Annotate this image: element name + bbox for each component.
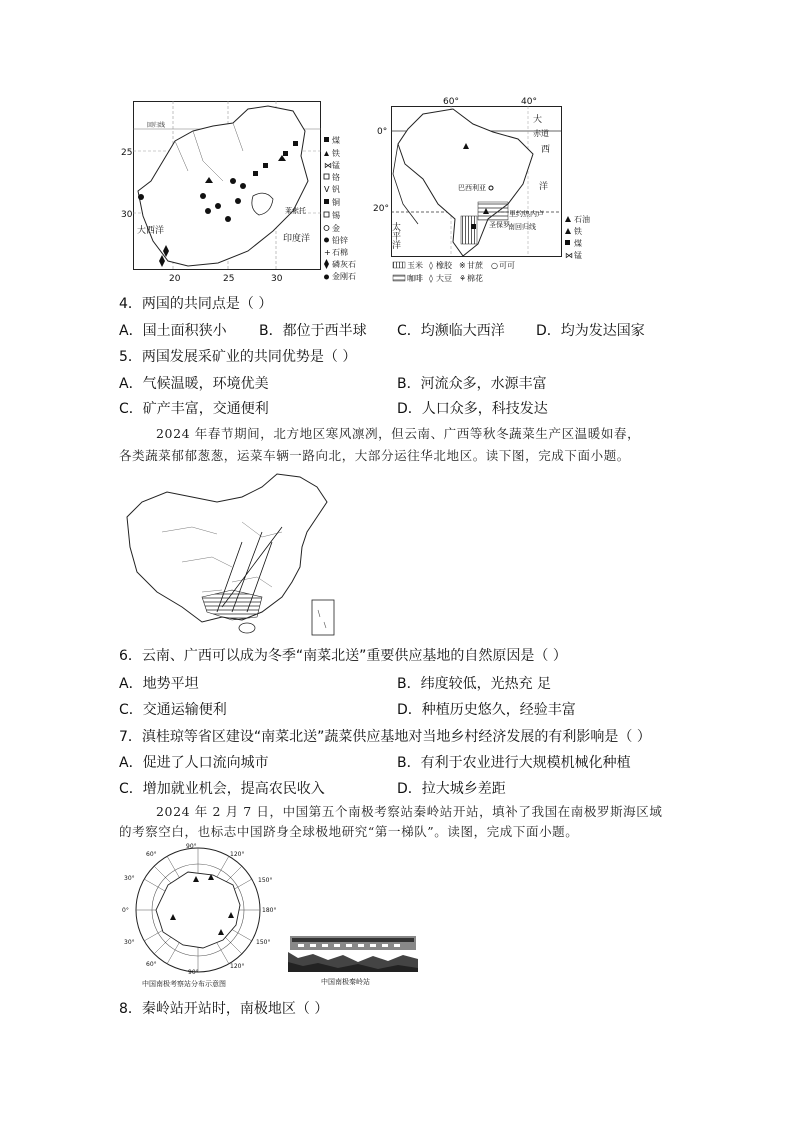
map1-lat-25: 25 xyxy=(121,148,133,158)
map1-legend xyxy=(324,135,356,281)
qinling-photo-caption: 中国南极秦岭站 xyxy=(321,978,370,986)
svg-text:铁: 铁 xyxy=(574,227,582,236)
map1-indian-label: 印度洋 xyxy=(283,234,311,244)
map1-lon-25: 25 xyxy=(223,274,235,284)
map1-tropic-label: 回归线 xyxy=(147,122,166,129)
svg-text:60°: 60° xyxy=(146,851,157,858)
map2-ocean-da: 大 xyxy=(533,115,543,125)
q5-option-d[interactable]: D．人口众多，科技发达 xyxy=(397,401,548,417)
q5-option-c[interactable]: C．矿产丰富，交通便利 xyxy=(119,401,269,417)
svg-text:※: ※ xyxy=(459,261,466,270)
svg-text:石棉: 石棉 xyxy=(332,248,348,257)
svg-text:⚘: ⚘ xyxy=(459,274,467,283)
svg-text:橡胶: 橡胶 xyxy=(436,261,452,270)
map-antarctic-stations xyxy=(118,842,278,990)
map2-ocean-west: 西 xyxy=(541,145,551,155)
map-brazil xyxy=(373,94,595,286)
svg-text:120°: 120° xyxy=(230,851,245,858)
svg-text:煤: 煤 xyxy=(332,136,340,145)
map2-ocean-yang: 洋 xyxy=(539,182,549,192)
svg-text:大豆: 大豆 xyxy=(436,274,452,283)
svg-text:V: V xyxy=(324,185,330,194)
map2-saopaulo-label: 圣保罗 xyxy=(489,221,510,229)
qinling-station-photo xyxy=(288,922,418,988)
q5-option-b[interactable]: B．河流众多，水源丰富 xyxy=(397,376,547,392)
svg-text:锰: 锰 xyxy=(574,251,582,260)
svg-text:锡: 锡 xyxy=(332,211,340,220)
map2-lon-40: 40° xyxy=(521,97,537,107)
svg-text:磷灰石: 磷灰石 xyxy=(332,260,356,269)
q7-option-c[interactable]: C．增加就业机会，提高农民收入 xyxy=(119,781,325,797)
svg-text:甘蔗: 甘蔗 xyxy=(467,261,483,270)
q4-option-d[interactable]: D．均为发达国家 xyxy=(536,323,645,339)
svg-text:石油: 石油 xyxy=(574,215,590,224)
svg-text:可可: 可可 xyxy=(499,261,515,270)
svg-text:煤: 煤 xyxy=(574,239,582,248)
svg-text:⋈: ⋈ xyxy=(324,161,332,170)
map2-rio-label: 里约热内卢 xyxy=(509,210,544,218)
svg-text:棉花: 棉花 xyxy=(467,274,483,283)
q7-option-d[interactable]: D．拉大城乡差距 xyxy=(397,781,506,797)
q6-stem: 6．云南、广西可以成为冬季“南菜北送”重要供应基地的自然原因是（ ） xyxy=(119,648,567,664)
svg-text:150°: 150° xyxy=(256,939,271,946)
map2-brasilia-label: 巴西利亚 xyxy=(458,184,486,192)
para1-line2: 各类蔬菜郁郁葱葱，运菜车辆一路向北，大部分运往华北地区。读下图，完成下面小题。 xyxy=(119,448,630,463)
svg-text:咖啡: 咖啡 xyxy=(407,274,423,283)
svg-text:90°: 90° xyxy=(186,843,197,850)
svg-text:+: + xyxy=(324,248,331,257)
svg-text:150°: 150° xyxy=(258,877,273,884)
map1-lon-20: 20 xyxy=(169,274,181,284)
map2-tropic-label: 南回归线 xyxy=(508,223,536,231)
map2-lon-60: 60° xyxy=(443,97,459,107)
svg-text:铅锌: 铅锌 xyxy=(332,236,348,245)
para2-line1: 2024 年 2 月 7 日，中国第五个南极考察站秦岭站开站，填补了我国在南极罗斯海区域 xyxy=(156,804,663,819)
svg-text:90°: 90° xyxy=(188,969,199,976)
q7-option-b[interactable]: B．有利于农业进行大规模机械化种植 xyxy=(397,755,631,771)
antarctic-map-caption: 中国南极考察站分布示意图 xyxy=(142,980,226,988)
q7-option-a[interactable]: A．促进了人口流向城市 xyxy=(119,755,269,771)
q4-stem: 4．两国的共同点是（ ） xyxy=(119,296,273,312)
q6-option-b[interactable]: B．纬度较低，光热充 足 xyxy=(397,676,552,692)
svg-text:钒: 钒 xyxy=(332,185,340,194)
map1-lesotho-label: 莱索托 xyxy=(285,207,306,215)
map-china xyxy=(122,472,352,644)
svg-text:120°: 120° xyxy=(230,963,245,970)
para2-line2: 的考察空白，也标志中国跻身全球极地研究“第一梯队”。读图，完成下面小题。 xyxy=(119,824,579,839)
map1-lat-30: 30 xyxy=(121,210,133,220)
map2-lat-0: 0° xyxy=(377,127,388,137)
svg-text:◊: ◊ xyxy=(429,261,433,270)
svg-text:金刚石: 金刚石 xyxy=(332,272,356,281)
svg-text:铬: 铬 xyxy=(332,173,340,182)
map1-atlantic-label: 大西洋 xyxy=(137,226,165,236)
svg-text:锰: 锰 xyxy=(332,161,340,170)
q4-option-c[interactable]: C．均濒临大西洋 xyxy=(397,323,505,339)
map2-equator-label: 赤道 xyxy=(533,129,549,138)
svg-text:60°: 60° xyxy=(146,961,157,968)
q8-stem: 8．秦岭站开站时，南极地区（ ） xyxy=(119,1001,329,1017)
para1-line1: 2024 年春节期间，北方地区寒风凛冽，但云南、广西等秋冬蔬菜生产区温暖如春， xyxy=(156,426,641,441)
q4-option-a[interactable]: A．国土面积狭小 xyxy=(119,323,227,339)
svg-text:0°: 0° xyxy=(122,907,129,914)
svg-text:铜: 铜 xyxy=(332,198,340,207)
map2-legend-right xyxy=(565,214,590,260)
q7-stem: 7．滇桂琼等省区建设“南菜北送”蔬菜供应基地对当地乡村经济发展的有利影响是（ ） xyxy=(119,729,651,745)
map2-legend-bottom xyxy=(393,260,515,283)
svg-text:30°: 30° xyxy=(124,939,135,946)
map2-pacific-label: 太平洋 xyxy=(390,222,400,249)
map1-lon-30: 30 xyxy=(271,274,283,284)
svg-text:铁: 铁 xyxy=(332,149,340,158)
q6-option-a[interactable]: A．地势平坦 xyxy=(119,676,199,692)
q4-option-b[interactable]: B．都位于西半球 xyxy=(259,323,367,339)
svg-text:玉米: 玉米 xyxy=(407,261,423,270)
q6-option-d[interactable]: D．种植历史悠久，经验丰富 xyxy=(397,702,576,718)
svg-text:金: 金 xyxy=(332,224,340,233)
svg-text:30°: 30° xyxy=(124,875,135,882)
svg-text:○: ○ xyxy=(491,261,498,270)
q5-stem: 5．两国发展采矿业的共同优势是（ ） xyxy=(119,349,357,365)
svg-text:180°: 180° xyxy=(262,907,277,914)
map-south-africa xyxy=(121,101,356,284)
q6-option-c[interactable]: C．交通运输便利 xyxy=(119,702,227,718)
svg-text:◊: ◊ xyxy=(429,274,433,283)
q5-option-a[interactable]: A．气候温暖，环境优美 xyxy=(119,376,269,392)
svg-text:⋈: ⋈ xyxy=(565,251,573,260)
map2-lat-20: 20° xyxy=(373,204,389,214)
